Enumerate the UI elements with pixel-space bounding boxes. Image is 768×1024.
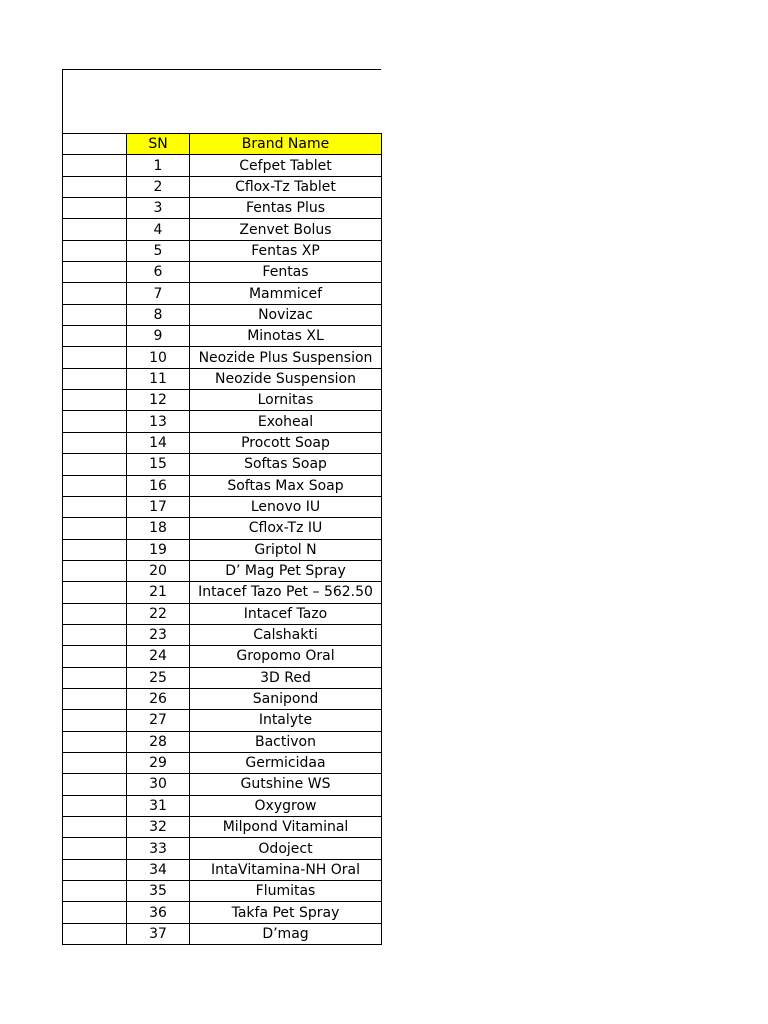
blank-cell[interactable] (63, 347, 127, 368)
table-row (63, 817, 382, 838)
sn-cell[interactable]: 29 (127, 752, 190, 773)
brand-name-cell[interactable]: Milpond Vitaminal (190, 817, 382, 838)
table-row (63, 710, 382, 731)
brand-name-cell[interactable]: Germicidaa (190, 752, 382, 773)
brand-name-cell[interactable]: Novizac (190, 304, 382, 325)
blank-cell[interactable] (63, 710, 127, 731)
brand-name-cell[interactable]: Griptol N (190, 539, 382, 560)
sn-cell[interactable]: 9 (127, 326, 190, 347)
sn-cell[interactable]: 24 (127, 646, 190, 667)
table-row (63, 368, 382, 389)
table-row (63, 667, 382, 688)
brand-name-cell[interactable]: Intalyte (190, 710, 382, 731)
table-row (63, 902, 382, 923)
brand-name-cell[interactable]: Cflox-Tz IU (190, 518, 382, 539)
sn-cell[interactable]: 1 (127, 155, 190, 176)
table-row (63, 518, 382, 539)
blank-cell[interactable] (63, 902, 127, 923)
sn-header[interactable]: SN (127, 134, 190, 155)
table-row (63, 838, 382, 859)
table-row (63, 240, 382, 261)
sn-cell[interactable]: 18 (127, 518, 190, 539)
table-row (63, 454, 382, 475)
sn-cell[interactable]: 12 (127, 390, 190, 411)
blank-cell[interactable] (63, 304, 127, 325)
brand-name-cell[interactable]: Neozide Suspension (190, 368, 382, 389)
brand-name-cell[interactable]: Gropomo Oral (190, 646, 382, 667)
sn-cell[interactable]: 30 (127, 774, 190, 795)
brand-name-cell[interactable]: D’ Mag Pet Spray (190, 560, 382, 581)
table-row (63, 475, 382, 496)
blank-cell[interactable] (63, 624, 127, 645)
blank-cell[interactable] (63, 219, 127, 240)
blank-cell[interactable] (63, 155, 127, 176)
table-row (63, 326, 382, 347)
blank-cell[interactable] (63, 326, 127, 347)
table-row (63, 881, 382, 902)
table-row (63, 752, 382, 773)
table-row (63, 603, 382, 624)
sn-cell[interactable]: 10 (127, 347, 190, 368)
sn-cell[interactable]: 35 (127, 881, 190, 902)
sn-cell[interactable]: 17 (127, 496, 190, 517)
sn-cell[interactable]: 33 (127, 838, 190, 859)
sn-cell[interactable]: 8 (127, 304, 190, 325)
blank-cell[interactable] (63, 176, 127, 197)
table-row (63, 432, 382, 453)
blank-cell[interactable] (63, 795, 127, 816)
sn-cell[interactable]: 19 (127, 539, 190, 560)
brand-name-cell[interactable]: Lenovo IU (190, 496, 382, 517)
blank-cell[interactable] (63, 752, 127, 773)
brand-name-cell[interactable]: Sanipond (190, 688, 382, 709)
sn-cell[interactable]: 32 (127, 817, 190, 838)
table-row (63, 283, 382, 304)
blank-cell[interactable] (63, 262, 127, 283)
brand-name-cell[interactable]: Fentas Plus (190, 198, 382, 219)
brand-name-cell[interactable]: Softas Soap (190, 454, 382, 475)
sn-cell[interactable]: 16 (127, 475, 190, 496)
table-row (63, 688, 382, 709)
brand-name-cell[interactable]: 3D Red (190, 667, 382, 688)
brand-name-cell[interactable]: Odoject (190, 838, 382, 859)
blank-header-cell[interactable] (63, 134, 127, 155)
blank-cell[interactable] (63, 688, 127, 709)
brand-name-cell[interactable]: Bactivon (190, 731, 382, 752)
blank-cell[interactable] (63, 539, 127, 560)
sn-cell[interactable]: 21 (127, 582, 190, 603)
brand-name-cell[interactable]: Cflox-Tz Tablet (190, 176, 382, 197)
blank-cell[interactable] (63, 817, 127, 838)
blank-cell[interactable] (63, 240, 127, 261)
blank-cell[interactable] (63, 560, 127, 581)
sn-cell[interactable]: 34 (127, 859, 190, 880)
table-row (63, 262, 382, 283)
blank-cell[interactable] (63, 646, 127, 667)
table-row (63, 198, 382, 219)
blank-cell[interactable] (63, 859, 127, 880)
brand-name-cell[interactable]: Zenvet Bolus (190, 219, 382, 240)
sn-cell[interactable]: 5 (127, 240, 190, 261)
table-row (63, 646, 382, 667)
blank-cell[interactable] (63, 582, 127, 603)
brand-name-cell[interactable]: Takfa Pet Spray (190, 902, 382, 923)
table-row (63, 774, 382, 795)
brand-name-header[interactable]: Brand Name (190, 134, 382, 155)
table-row (63, 390, 382, 411)
brand-name-cell[interactable]: Intacef Tazo Pet – 562.50 (190, 582, 382, 603)
sn-cell[interactable]: 7 (127, 283, 190, 304)
blank-cell[interactable] (63, 283, 127, 304)
table-row (63, 304, 382, 325)
table-row (63, 795, 382, 816)
table-row (63, 859, 382, 880)
brand-table (62, 133, 382, 945)
brand-name-cell[interactable]: Intacef Tazo (190, 603, 382, 624)
table-row (63, 219, 382, 240)
blank-cell[interactable] (63, 454, 127, 475)
table-row (63, 496, 382, 517)
sn-cell[interactable]: 25 (127, 667, 190, 688)
brand-name-cell[interactable]: Oxygrow (190, 795, 382, 816)
brand-name-cell[interactable]: Procott Soap (190, 432, 382, 453)
blank-cell[interactable] (63, 411, 127, 432)
brand-name-cell[interactable]: Exoheal (190, 411, 382, 432)
table-row (63, 411, 382, 432)
table-row (63, 731, 382, 752)
sn-cell[interactable]: 23 (127, 624, 190, 645)
sn-cell[interactable]: 4 (127, 219, 190, 240)
brand-name-cell[interactable]: IntaVitamina-NH Oral (190, 859, 382, 880)
table-body (63, 134, 382, 945)
blank-cell[interactable] (63, 368, 127, 389)
sn-cell[interactable]: 20 (127, 560, 190, 581)
brand-name-cell[interactable]: Calshakti (190, 624, 382, 645)
sn-cell[interactable]: 6 (127, 262, 190, 283)
blank-cell[interactable] (63, 838, 127, 859)
sn-cell[interactable]: 37 (127, 923, 190, 944)
brand-name-cell[interactable]: D’mag (190, 923, 382, 944)
blank-cell[interactable] (63, 667, 127, 688)
brand-name-cell[interactable]: Neozide Plus Suspension (190, 347, 382, 368)
brand-name-cell[interactable]: Cefpet Tablet (190, 155, 382, 176)
blank-cell[interactable] (63, 731, 127, 752)
table-row (63, 624, 382, 645)
sn-cell[interactable]: 3 (127, 198, 190, 219)
blank-cell[interactable] (63, 923, 127, 944)
table-row (63, 155, 382, 176)
sn-cell[interactable]: 14 (127, 432, 190, 453)
sn-cell[interactable]: 22 (127, 603, 190, 624)
table-row (63, 347, 382, 368)
blank-cell[interactable] (63, 475, 127, 496)
brand-name-cell[interactable]: Softas Max Soap (190, 475, 382, 496)
sn-cell[interactable]: 11 (127, 368, 190, 389)
merged-title-cell[interactable] (62, 69, 381, 133)
sn-cell[interactable]: 28 (127, 731, 190, 752)
brand-name-cell[interactable]: Gutshine WS (190, 774, 382, 795)
blank-cell[interactable] (63, 518, 127, 539)
blank-cell[interactable] (63, 881, 127, 902)
sn-cell[interactable]: 27 (127, 710, 190, 731)
brand-name-cell[interactable]: Lornitas (190, 390, 382, 411)
table-row (63, 582, 382, 603)
table-row (63, 539, 382, 560)
table-row (63, 923, 382, 944)
blank-cell[interactable] (63, 603, 127, 624)
sn-cell[interactable]: 15 (127, 454, 190, 475)
brand-name-cell[interactable]: Fentas XP (190, 240, 382, 261)
sn-cell[interactable]: 31 (127, 795, 190, 816)
header-row (63, 134, 382, 155)
sn-cell[interactable]: 26 (127, 688, 190, 709)
blank-cell[interactable] (63, 198, 127, 219)
brand-name-cell[interactable]: Mammicef (190, 283, 382, 304)
blank-cell[interactable] (63, 432, 127, 453)
table-row (63, 176, 382, 197)
spreadsheet (62, 69, 381, 945)
sn-cell[interactable]: 36 (127, 902, 190, 923)
blank-cell[interactable] (63, 774, 127, 795)
sn-cell[interactable]: 13 (127, 411, 190, 432)
brand-name-cell[interactable]: Fentas (190, 262, 382, 283)
blank-cell[interactable] (63, 390, 127, 411)
brand-name-cell[interactable]: Flumitas (190, 881, 382, 902)
sn-cell[interactable]: 2 (127, 176, 190, 197)
brand-name-cell[interactable]: Minotas XL (190, 326, 382, 347)
blank-cell[interactable] (63, 496, 127, 517)
table-row (63, 560, 382, 581)
